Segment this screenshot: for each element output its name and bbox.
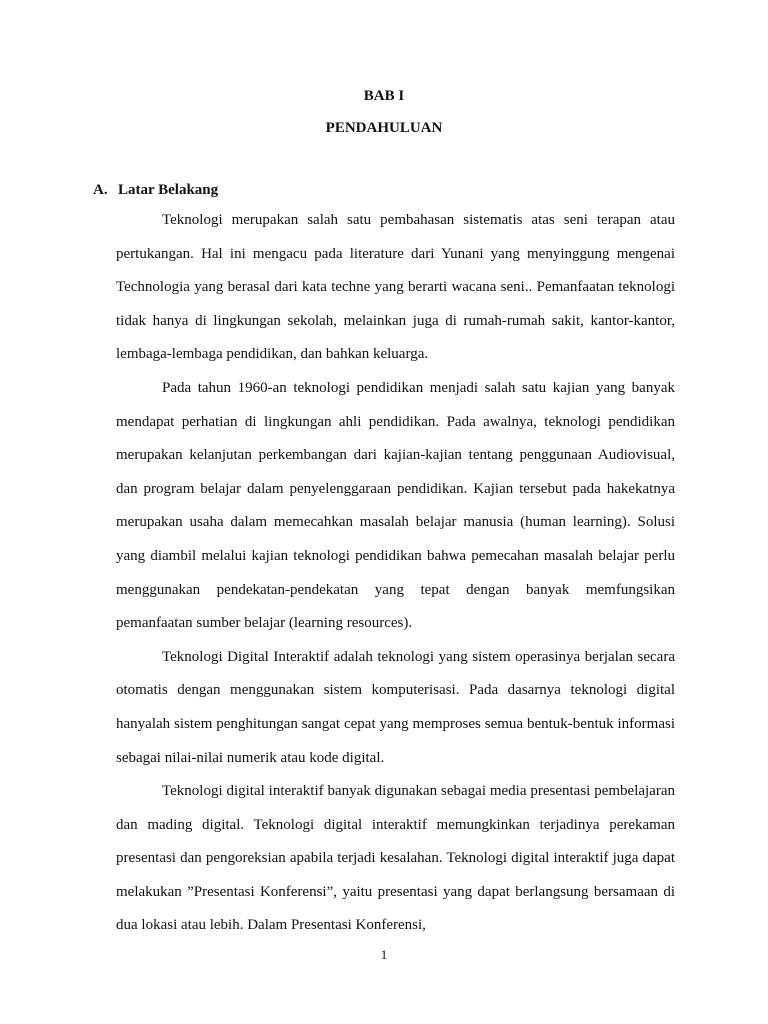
section-title: Latar Belakang (118, 182, 219, 198)
section-heading (93, 181, 218, 199)
section-marker: A. (93, 182, 108, 198)
paragraph: Teknologi Digital Interaktif adalah teknologi yang sistem operasinya berjalan secara otomatis dengan menggunakan sistem komputerisasi. Pada dasarnya teknologi digital hanyalah sistem penghitungan sangat cepat yang memproses semua bentuk-bentuk informasi sebagai nilai-nilai numerik atau kode digital. (116, 648, 675, 766)
body-text (116, 204, 675, 943)
paragraph: Teknologi merupakan salah satu pembahasan sistematis atas seni terapan atau pertukangan. Hal ini mengacu pada literature dari Yunani yang menyinggung mengenai Technologia yang berasal dari kata techne yang berarti wacana seni.. Pemanfaatan teknologi tidak hanya di lingkungan sekolah, melainkan juga di rumah-rumah sakit, kantor-kantor, lembaga-lembaga pendidikan, dan bahkan keluarga. (116, 212, 675, 363)
paragraph: Pada tahun 1960-an teknologi pendidikan menjadi salah satu kajian yang banyak mendapat perhatian di lingkungan ahli pendidikan. Pada awalnya, teknologi pendidikan merupakan kelanjutan perkembangan dari kajian-kajian tentang penggunaan Audiovisual, dan program belajar dalam penyelenggaraan pendidikan. Kajian tersebut pada hakekatnya merupakan usaha dalam memecahkan masalah belajar manusia (human learning). Solusi yang diambil melalui kajian teknologi pendidikan bahwa pemecahan masalah belajar perlu menggunakan pendekatan-pendekatan yang tepat dengan banyak memfungsikan pemanfaatan sumber belajar (learning resources). (116, 379, 675, 632)
paragraph: Teknologi digital interaktif banyak digunakan sebagai media presentasi pembelajaran dan mading digital. Teknologi digital interaktif memungkinkan terjadinya perekaman presentasi dan pengoreksian apabila terjadi kesalahan. Teknologi digital interaktif juga dapat melakukan ”Presentasi Konferensi”, yaitu presentasi yang dapat berlangsung bersamaan di dua lokasi atau lebih. Dalam Presentasi Konferensi, (116, 783, 675, 934)
chapter-title: PENDAHULUAN (325, 120, 443, 136)
chapter-number: BAB I (363, 88, 405, 104)
page-number: 1 (380, 947, 388, 962)
